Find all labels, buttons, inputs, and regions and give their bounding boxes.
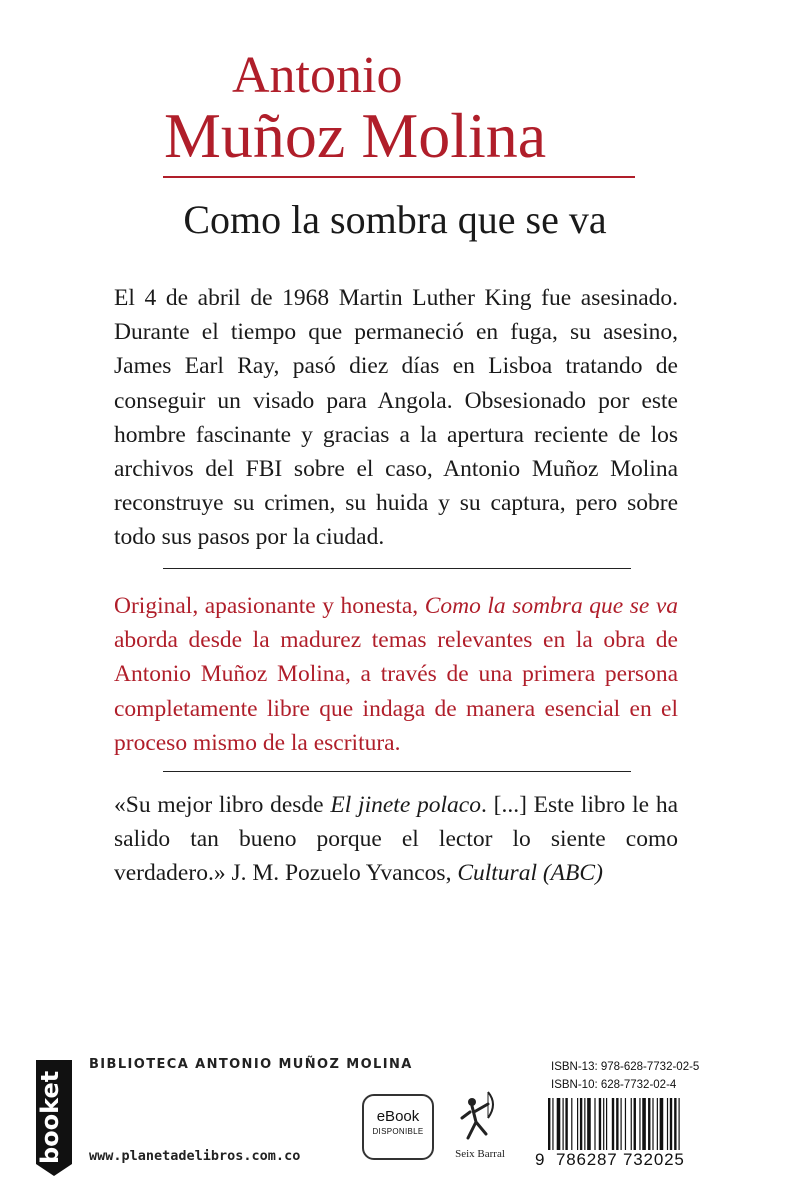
title-rule xyxy=(163,176,635,178)
barcode-bar xyxy=(606,1098,607,1150)
synopsis-paragraph: El 4 de abril de 1968 Martin Luther King fue asesinado. Durante el tiempo que permaneció en fuga, su asesino, James Earl Ray, pasó diez días en Lisboa tratando de conseguir un visado para Angola. Obsesionado por este hombre fascinante y gracias a la apertura reciente de los archivos del FBI sobre el caso, Antonio Muñoz Molina reconstruye su crimen, su huida y su captura, pero sobre todo sus pasos por la ciudad. xyxy=(114,285,678,551)
section-divider xyxy=(163,568,631,569)
barcode-bar xyxy=(652,1098,653,1150)
ebook-label: eBook xyxy=(376,1108,420,1125)
barcode-bar xyxy=(584,1098,585,1150)
svg-text:booket: booket xyxy=(36,1070,64,1164)
barcode-bar xyxy=(679,1098,680,1150)
ebook-badge xyxy=(362,1094,434,1160)
barcode-bar xyxy=(599,1098,601,1150)
isbn-10: ISBN-10: 628-7732-02-4 xyxy=(551,1079,677,1091)
quote-source-italic: Cultural (ABC) xyxy=(457,860,603,887)
quote-book-italic: El jinete polaco xyxy=(330,792,481,818)
book-title: Como la sombra que se va xyxy=(183,197,607,242)
barcode-bar xyxy=(674,1098,676,1150)
praise-text-end: aborda desde la madurez temas relevantes en la obra de Antonio Muñoz Molina, a través de una primera persona completamente libre que indaga de manera esencial en el proceso mismo de la escritura. xyxy=(114,627,678,756)
barcode xyxy=(548,1098,724,1150)
author-last-name: Muñoz Molina xyxy=(164,100,547,171)
ebook-available-label: DISPONIBLE xyxy=(372,1127,424,1136)
barcode-bar xyxy=(577,1098,578,1150)
barcode-bar xyxy=(580,1098,582,1150)
publisher-name: Seix Barral xyxy=(455,1148,505,1160)
barcode-bar xyxy=(670,1098,672,1150)
barcode-bar xyxy=(552,1098,553,1150)
barcode-bar xyxy=(594,1098,595,1150)
barcode-bar xyxy=(631,1098,632,1150)
quote-body: . [...] Este libro le ha salido tan bueno porque el lector lo siente como verdadero.» J. M. Pozuelo Yvancos, xyxy=(114,792,678,887)
barcode-bar xyxy=(660,1098,664,1150)
barcode-bar xyxy=(612,1098,614,1150)
praise-title-italic: Como la sombra que se va xyxy=(424,593,679,619)
booket-logo xyxy=(28,1060,72,1176)
website-link[interactable]: www.planetadelibros.com.co xyxy=(89,1148,301,1164)
barcode-bar xyxy=(625,1098,626,1150)
barcode-bar xyxy=(634,1098,636,1150)
archer-icon xyxy=(458,1088,500,1148)
quote-open: «Su mejor libro desde xyxy=(114,792,331,818)
collection-name: BIBLIOTECA ANTONIO MUÑOZ MOLINA xyxy=(89,1057,413,1072)
barcode-bar xyxy=(565,1098,567,1150)
barcode-digits: 786287 732025 xyxy=(556,1150,685,1169)
praise-text-start: Original, apasionante y honesta, xyxy=(114,593,425,619)
author-first-name: Antonio xyxy=(232,47,403,104)
barcode-bar xyxy=(563,1098,564,1150)
barcode-bar xyxy=(548,1098,550,1150)
praise-paragraph xyxy=(114,589,678,760)
critic-quote xyxy=(114,788,678,891)
barcode-bar xyxy=(603,1098,604,1150)
barcode-bar xyxy=(667,1098,668,1150)
barcode-bar xyxy=(616,1098,618,1150)
barcode-bar xyxy=(587,1098,591,1150)
barcode-bar xyxy=(648,1098,650,1150)
barcode-bar xyxy=(642,1098,646,1150)
section-divider xyxy=(163,771,631,772)
barcode-bar xyxy=(657,1098,658,1150)
barcode-bar xyxy=(571,1098,572,1150)
barcode-bar xyxy=(621,1098,622,1150)
isbn-13: ISBN-13: 978-628-7732-02-5 xyxy=(551,1061,700,1073)
barcode-first-digit: 9 xyxy=(535,1150,545,1169)
barcode-bar xyxy=(557,1098,561,1150)
barcode-bar xyxy=(639,1098,640,1150)
